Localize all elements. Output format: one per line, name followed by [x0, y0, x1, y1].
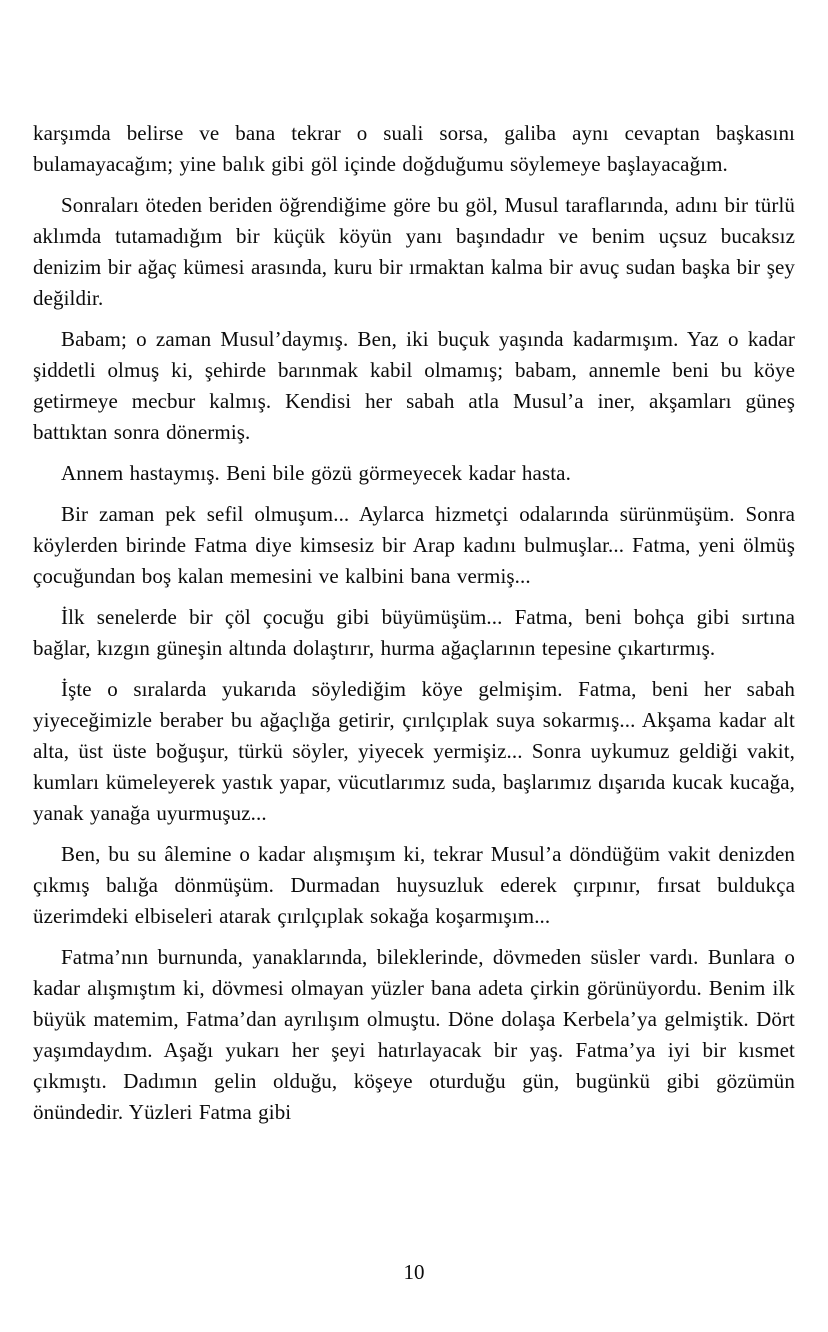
paragraph: Sonraları öteden beriden öğrendiğime göre bu göl, Musul taraflarında, adını bir türlü aklımda tutamadığım bir küçük köyün yanı başındadır ve benim uçsuz bucaksız denizim bir ağaç kümesi arasında, kuru bir ırmaktan kalma bir avuç sudan başka bir şey değildir.: [33, 193, 795, 310]
paragraph: Fatma’nın burnunda, yanaklarında, bileklerinde, dövmeden süsler vardı. Bunlara o kadar alışmıştım ki, dövmesi olmayan yüzler bana adeta çirkin görünüyordu. Benim ilk büyük matemim, Fatma’dan ayrılışım olmuştu. Döne dolaşa Kerbela’ya gelmiştik. Dört yaşımdaydım. Aşağı yukarı her şeyi hatırlayacak bir yaş. Fatma’ya iyi bir kısmet çıkmıştı. Dadımın gelin olduğu, köşeye oturduğu gün, bugünkü gibi gözümün önündedir. Yüzleri Fatma gibi: [33, 945, 795, 1124]
paragraph: Babam; o zaman Musul’daymış. Ben, iki buçuk yaşında kadarmışım. Yaz o kadar şiddetli olmuş ki, şehirde barınmak kabil olmamış; babam, annemle beni bu köye getirmeye mecbur kalmış. Kendisi her sabah atla Musul’a iner, akşamları güneş battıktan sonra dönermiş.: [33, 327, 795, 444]
paragraph: İşte o sıralarda yukarıda söylediğim köye gelmişim. Fatma, beni her sabah yiyeceğimizle beraber bu ağaçlığa getirir, çırılçıplak suya sokarmış... Akşama kadar alt alta, üst üste boğuşur, türkü söyler, yiyecek yermişiz... Sonra uykumuz geldiği vakit, kumları kümeleyerek yastık yapar, vücutlarımız suda, başlarımız dışarıda kucak kucağa, yanak yanağa uyurmuşuz...: [33, 677, 795, 825]
paragraph: karşımda belirse ve bana tekrar o suali sorsa, galiba aynı cevaptan başkasını bulamayacağım; yine balık gibi göl içinde doğduğumu söylemeye başlayacağım.: [33, 121, 795, 176]
paragraph: Annem hastaymış. Beni bile gözü görmeyecek kadar hasta.: [61, 461, 571, 485]
paragraph: İlk senelerde bir çöl çocuğu gibi büyümüşüm... Fatma, beni bohça gibi sırtına bağlar, kızgın güneşin altında dolaştırır, hurma ağaçlarının tepesine çıkartırmış.: [33, 605, 795, 660]
paragraph: Bir zaman pek sefil olmuşum... Aylarca hizmetçi odalarında sürünmüşüm. Sonra köylerden birinde Fatma diye kimsesiz bir Arap kadını bulmuşlar... Fatma, yeni ölmüş çocuğundan boş kalan memesini ve kalbini bana vermiş...: [33, 502, 795, 588]
paragraph: Ben, bu su âlemine o kadar alışmışım ki, tekrar Musul’a döndüğüm vakit denizden çıkmış balığa dönmüşüm. Durmadan huysuzluk ederek çırpınır, fırsat buldukça üzerimdeki elbiseleri atarak çırılçıplak sokağa koşarmışım...: [33, 842, 795, 928]
page-text-block: [33, 118, 795, 1138]
page-number: 10: [403, 1260, 425, 1284]
